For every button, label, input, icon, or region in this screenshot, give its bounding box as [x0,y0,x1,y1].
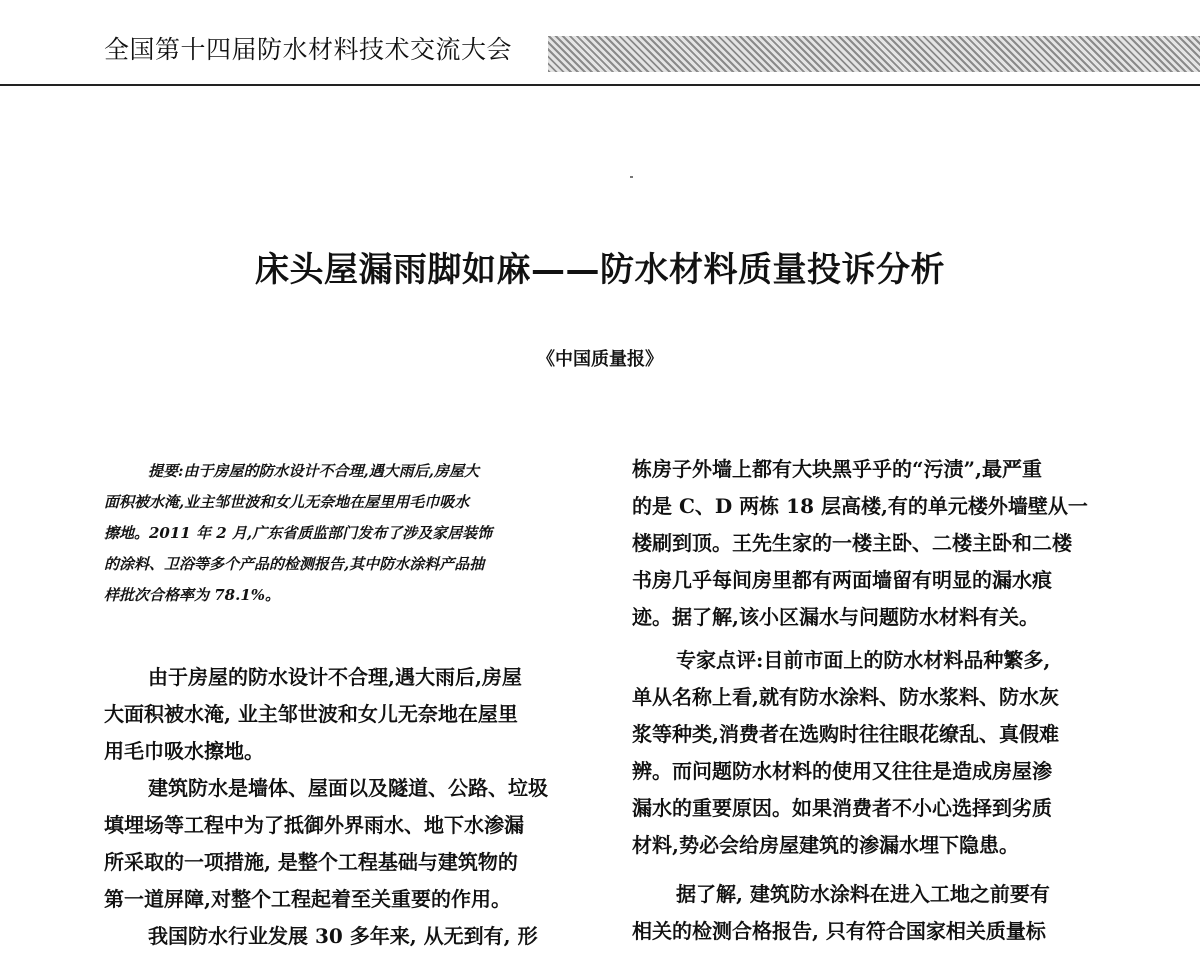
text-line: 的是 C、D 两栋 18 层高楼,有的单元楼外墙壁从一 [632,494,1088,518]
header-rule [0,84,1200,86]
text-line: 大面积被水淹, 业主邹世波和女儿无奈地在屋里 [104,702,518,726]
text-line: 栋房子外墙上都有大块黑乎乎的“污渍”,最严重 [632,457,1042,481]
text-line: 填埋场等工程中为了抵御外界雨水、地下水渗漏 [104,813,524,837]
article-title: 床头屋漏雨脚如麻——防水材料质量投诉分析 [255,250,945,290]
paragraph [104,770,576,918]
text-line: 所采取的一项措施, 是整个工程基础与建筑物的 [104,850,518,874]
paragraph [104,659,576,770]
left-column [104,659,576,955]
text-line: 用毛巾吸水擦地。 [104,739,264,763]
conference-title: 全国第十四届防水材料技术交流大会 [104,35,513,64]
text-line: 相关的检测合格报告, 只有符合国家相关质量标 [632,919,1046,943]
text-line: 浆等种类,消费者在选购时往往眼花缭乱、真假难 [632,722,1059,746]
abstract-line: 面积被水淹,业主邹世波和女儿无奈地在屋里用毛巾吸水 [104,493,470,511]
right-column [632,451,1104,950]
text-line: 迹。据了解,该小区漏水与问题防水材料有关。 [632,605,1039,629]
text-line: 书房几乎每间房里都有两面墙留有明显的漏水痕 [632,568,1052,592]
text-line: 由于房屋的防水设计不合理,遇大雨后,房屋 [148,665,522,689]
article-source: 《中国质量报》 [537,349,663,370]
abstract-line: 提要:由于房屋的防水设计不合理,遇大雨后,房屋大 [148,462,479,480]
abstract [104,456,570,611]
text-line: 材料,势必会给房屋建筑的渗漏水埋下隐患。 [632,833,1019,857]
text-line: 漏水的重要原因。如果消费者不小心选择到劣质 [632,796,1052,820]
paragraph [632,451,1104,636]
abstract-line: 样批次合格率为 78.1%。 [104,586,281,604]
header-hatched-band [548,36,1200,72]
text-line: 楼刷到顶。王先生家的一楼主卧、二楼主卧和二楼 [632,531,1072,555]
scan-speck [630,176,633,178]
paragraph-gap [632,864,1104,876]
text-line: 我国防水行业发展 30 多年来, 从无到有, 形 [148,924,538,948]
text-line: 第一道屏障,对整个工程起着至关重要的作用。 [104,887,511,911]
abstract-line: 的涂料、卫浴等多个产品的检测报告,其中防水涂料产品抽 [104,555,485,573]
abstract-line: 擦地。2011 年 2 月,广东省质监部门发布了涉及家居装饰 [104,524,493,542]
text-line: 单从名称上看,就有防水涂料、防水浆料、防水灰 [632,685,1059,709]
text-line: 据了解, 建筑防水涂料在进入工地之前要有 [676,882,1050,906]
text-line: 专家点评:目前市面上的防水材料品种繁多, [676,648,1051,672]
text-line: 辨。而问题防水材料的使用又往往是造成房屋渗 [632,759,1052,783]
paragraph [632,642,1104,864]
paragraph [632,876,1104,950]
text-line: 建筑防水是墙体、屋面以及隧道、公路、垃圾 [148,776,548,800]
paragraph [104,918,576,955]
